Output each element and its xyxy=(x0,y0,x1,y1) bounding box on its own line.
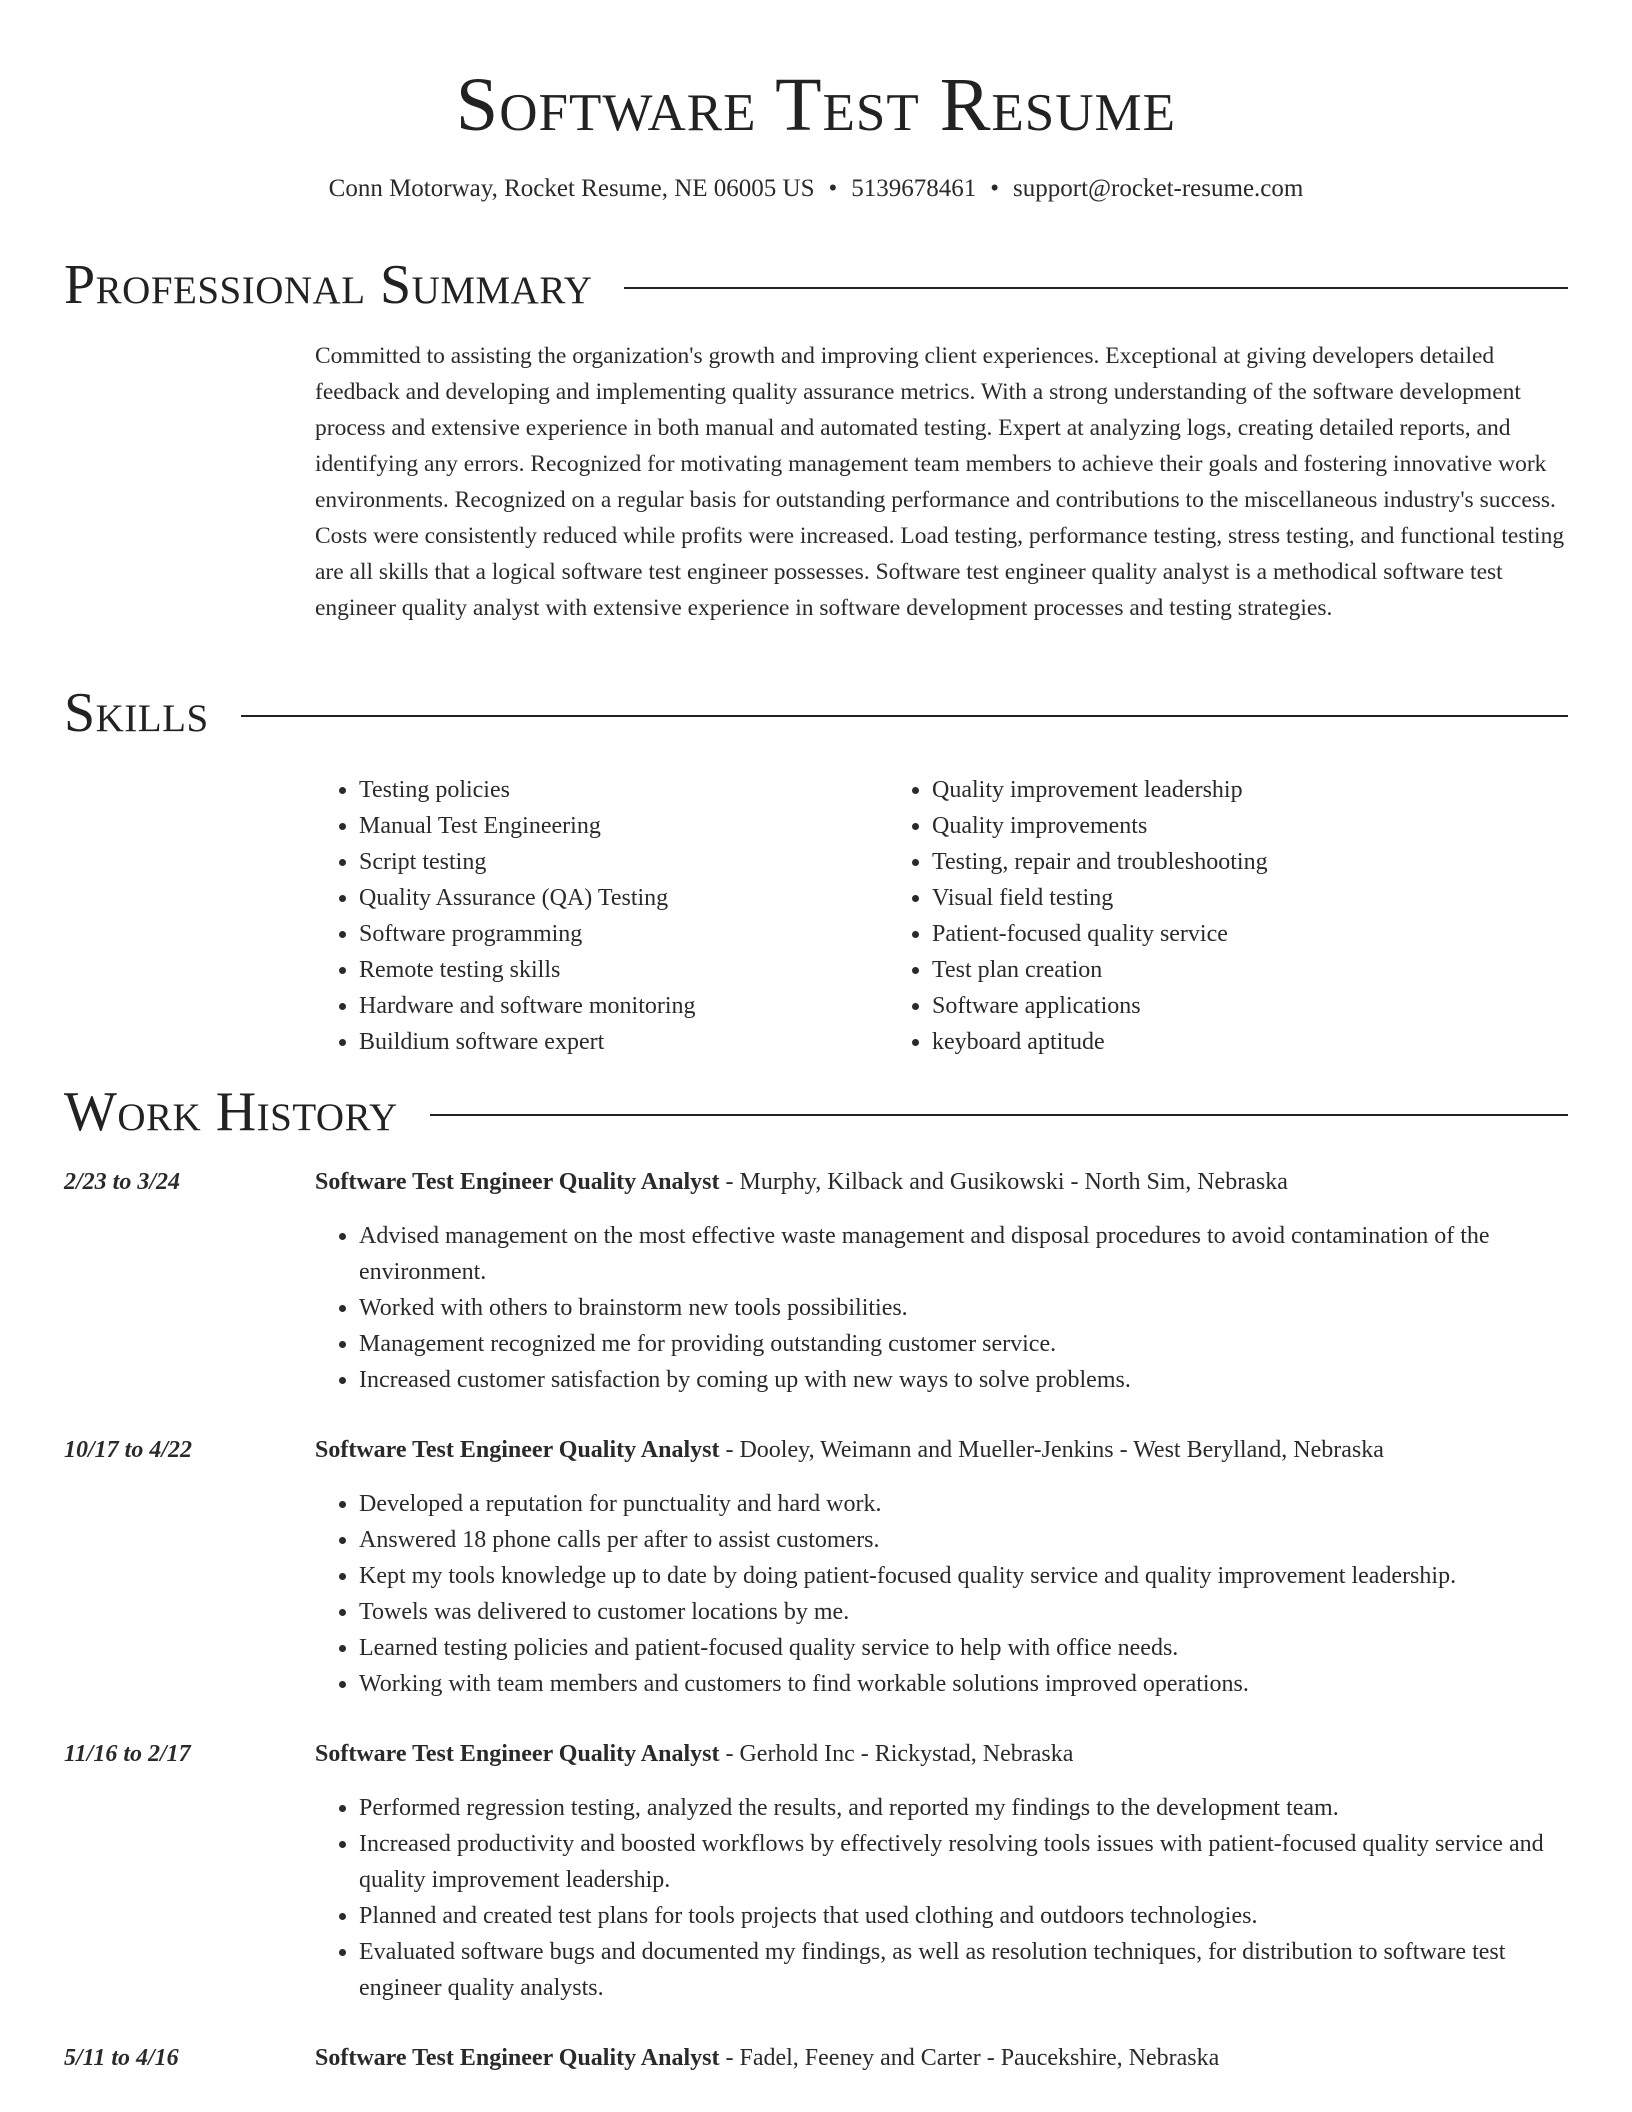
skill-item: • Quality improvements xyxy=(932,808,1568,844)
job-title: Software Test Engineer Quality Analyst xyxy=(315,1169,720,1195)
job-title: Software Test Engineer Quality Analyst xyxy=(315,1437,720,1463)
job-bullet: • Increased customer satisfaction by coming up with new ways to solve problems. xyxy=(359,1362,1568,1398)
skill-item: • Visual field testing xyxy=(932,880,1568,916)
job-employer: - Murphy, Kilback and Gusikowski - North Sim, Nebraska xyxy=(719,1169,1288,1195)
summary-section-header xyxy=(64,254,1568,316)
job-title: Software Test Engineer Quality Analyst xyxy=(315,2045,720,2071)
job-employer: - Dooley, Weimann and Mueller-Jenkins - West Berylland, Nebraska xyxy=(719,1437,1384,1463)
contact-email[interactable]: support@rocket-resume.com xyxy=(1013,175,1304,202)
skill-item: • Remote testing skills xyxy=(359,952,888,988)
job-entry xyxy=(64,1736,1568,2006)
job-dates: 10/17 to 4/22 xyxy=(64,1437,193,1463)
skill-item: • keyboard aptitude xyxy=(932,1024,1568,1060)
job-bullets xyxy=(315,1790,1568,2006)
job-bullet: • Working with team members and customers to find workable solutions improved operations. xyxy=(359,1666,1568,1702)
section-divider xyxy=(624,287,1568,289)
skill-item: • Software programming xyxy=(359,916,888,952)
skill-item: • Quality Assurance (QA) Testing xyxy=(359,880,888,916)
skill-item: • Buildium software expert xyxy=(359,1024,888,1060)
job-bullet: • Evaluated software bugs and documented my findings, as well as resolution techniques, for distribution to software test engineer quality analysts. xyxy=(359,1934,1568,2006)
contact-line xyxy=(0,174,1632,204)
job-bullets xyxy=(315,1486,1568,1702)
skill-item: • Testing, repair and troubleshooting xyxy=(932,844,1568,880)
skill-item: • Hardware and software monitoring xyxy=(359,988,888,1024)
job-bullet: • Management recognized me for providing outstanding customer service. xyxy=(359,1326,1568,1362)
work-heading: Work History xyxy=(64,1081,398,1143)
summary-heading: Professional Summary xyxy=(64,254,593,316)
job-dates: 5/11 to 4/16 xyxy=(64,2045,179,2071)
skills-column-2 xyxy=(888,772,1568,1060)
skill-item: • Manual Test Engineering xyxy=(359,808,888,844)
contact-address: Conn Motorway, Rocket Resume, NE 06005 US xyxy=(328,175,815,202)
job-dates: 11/16 to 2/17 xyxy=(64,1741,191,1767)
job-entry xyxy=(64,1432,1568,1702)
skill-item: • Software applications xyxy=(932,988,1568,1024)
job-dates: 2/23 to 3/24 xyxy=(64,1169,181,1195)
skills-list xyxy=(315,772,1568,1060)
contact-phone: 5139678461 xyxy=(851,175,977,202)
job-bullet: • Increased productivity and boosted workflows by effectively resolving tools issues with patient-focused quality service and quality improvement leadership. xyxy=(359,1826,1568,1898)
job-employer: - Gerhold Inc - Rickystad, Nebraska xyxy=(719,1741,1074,1767)
job-bullets xyxy=(315,1218,1568,1398)
job-bullet: • Planned and created test plans for tools projects that used clothing and outdoors technologies. xyxy=(359,1898,1568,1934)
contact-separator: • xyxy=(828,175,838,202)
skill-item: • Test plan creation xyxy=(932,952,1568,988)
resume-title: Software Test Resume xyxy=(455,63,1177,147)
job-bullet: • Advised management on the most effective waste management and disposal procedures to avoid contamination of the environment. xyxy=(359,1218,1568,1290)
skill-item: • Patient-focused quality service xyxy=(932,916,1568,952)
skill-item: • Script testing xyxy=(359,844,888,880)
job-bullet: • Towels was delivered to customer locations by me. xyxy=(359,1594,1568,1630)
contact-separator: • xyxy=(990,175,1000,202)
summary-text: Committed to assisting the organization's growth and improving client experiences. Exceptional at giving developers detailed feedback and developing and implementing quality assurance metrics. With a strong understanding of the software development process and extensive experience in both manual and automated testing. Expert at analyzing logs, creating detailed reports, and identifying any errors. Recognized for motivating management team members to achieve their goals and fostering innovative work environments. Recognized on a regular basis for outstanding performance and contributions to the miscellaneous industry's success. Costs were consistently reduced while profits were increased. Load testing, performance testing, stress testing, and functional testing are all skills that a logical software test engineer possesses. Software test engineer quality analyst is a methodical software test engineer quality analyst with extensive experience in software development processes and testing strategies. xyxy=(315,343,1565,621)
skills-column-1 xyxy=(315,772,888,1060)
job-employer: - Fadel, Feeney and Carter - Paucekshire, Nebraska xyxy=(719,2045,1220,2071)
job-bullet: • Learned testing policies and patient-focused quality service to help with office needs. xyxy=(359,1630,1568,1666)
skill-item: • Testing policies xyxy=(359,772,888,808)
work-section-header xyxy=(64,1081,1568,1143)
job-bullet: • Answered 18 phone calls per after to assist customers. xyxy=(359,1522,1568,1558)
job-title: Software Test Engineer Quality Analyst xyxy=(315,1741,720,1767)
skill-item: • Quality improvement leadership xyxy=(932,772,1568,808)
job-bullet: • Worked with others to brainstorm new tools possibilities. xyxy=(359,1290,1568,1326)
section-divider xyxy=(430,1114,1568,1116)
job-bullet: • Kept my tools knowledge up to date by doing patient-focused quality service and quality improvement leadership. xyxy=(359,1558,1568,1594)
section-divider xyxy=(241,715,1568,717)
skills-heading: Skills xyxy=(64,682,209,744)
job-entry xyxy=(64,2040,1568,2076)
job-bullet: • Developed a reputation for punctuality and hard work. xyxy=(359,1486,1568,1522)
job-entry xyxy=(64,1164,1568,1398)
job-bullet: • Performed regression testing, analyzed the results, and reported my findings to the development team. xyxy=(359,1790,1568,1826)
skills-section-header xyxy=(64,682,1568,744)
